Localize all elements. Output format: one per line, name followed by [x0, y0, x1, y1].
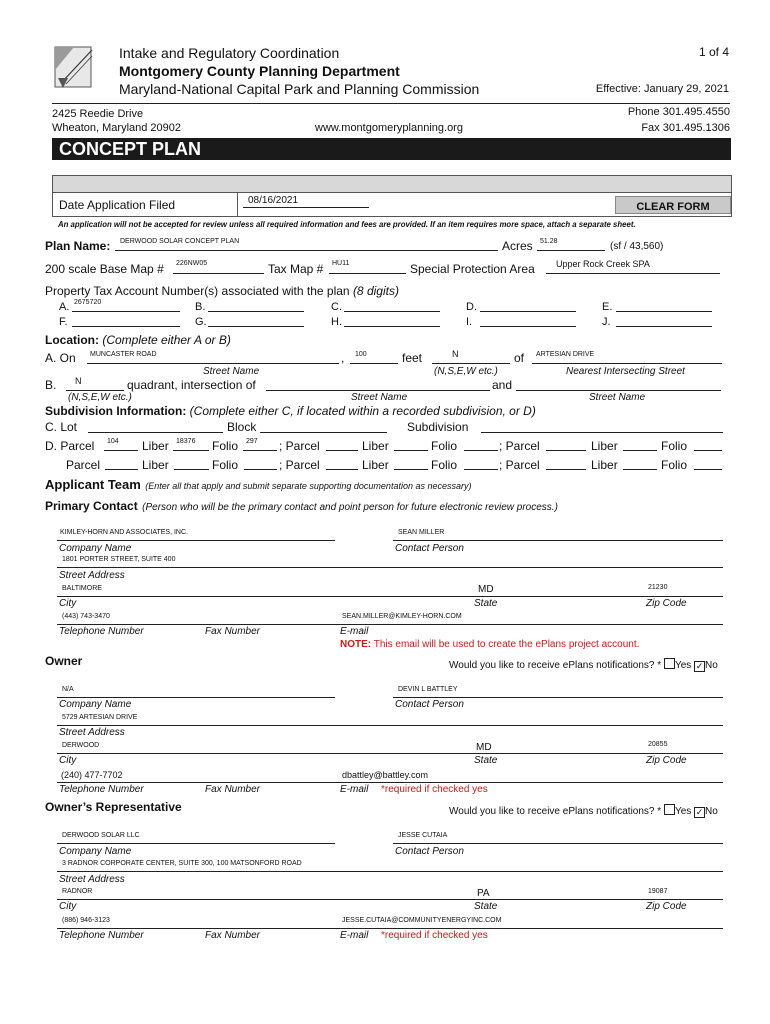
- page-title: CONCEPT PLAN: [59, 139, 202, 159]
- folio-label-4: Folio: [212, 458, 239, 472]
- folio-label-3: Folio: [661, 439, 688, 453]
- folio-label-6: Folio: [661, 458, 688, 472]
- rep-notifications-question: Would you like to receive ePlans notifications? * Yes ✓ No: [449, 806, 718, 817]
- tax-account-b-input[interactable]: [208, 311, 304, 312]
- parcel-5-input[interactable]: [326, 469, 358, 470]
- date-filed-input[interactable]: 08/16/2021: [248, 195, 299, 206]
- primary-email-input[interactable]: SEAN.MILLER@KIMLEY-HORN.COM: [342, 613, 462, 620]
- folio-label-1: Folio: [212, 439, 239, 453]
- street-address-caption: Street Address: [59, 570, 125, 581]
- liber-label-6: Liber: [591, 458, 618, 472]
- street-name-caption-3: Street Name: [589, 392, 646, 403]
- clear-form-button[interactable]: [615, 196, 731, 214]
- nsew-caption-2: (N,S,E,W etc.): [68, 392, 132, 403]
- owner-email-caption: E-mail: [340, 784, 369, 795]
- primary-contact-input[interactable]: SEAN MILLER: [398, 529, 445, 536]
- primary-contact-header: Primary Contact (Person who will be the primary contact and point person for future electronic review process.): [45, 499, 558, 513]
- primary-city-input[interactable]: BALTIMORE: [62, 585, 102, 592]
- rep-required-note: *required if checked yes: [381, 930, 488, 941]
- nsew-caption: (N,S,E,W etc.): [434, 366, 498, 377]
- folio-3-input[interactable]: [694, 450, 722, 451]
- acres-label: Acres: [502, 239, 533, 253]
- tax-account-h-input[interactable]: [344, 326, 440, 327]
- tax-account-f-input[interactable]: [72, 326, 180, 327]
- rep-fax-caption: Fax Number: [205, 930, 261, 941]
- tax-letter-d: D.: [466, 301, 477, 313]
- page-number: 1 of 4: [698, 45, 729, 59]
- tax-account-j-input[interactable]: [616, 326, 712, 327]
- rep-zip-caption: Zip Code: [646, 901, 687, 912]
- rep-state-caption: State: [474, 901, 498, 912]
- website[interactable]: www.montgomeryplanning.org: [315, 122, 463, 134]
- rep-phone-input[interactable]: (886) 946-3123: [62, 917, 110, 924]
- nearest-street-caption: Nearest Intersecting Street: [566, 366, 685, 377]
- applicant-team-header: Applicant Team (Enter all that apply and submit separate supporting documentation as necessary): [45, 477, 472, 492]
- tax-letter-f: F.: [59, 316, 68, 328]
- location-street-input[interactable]: MUNCASTER ROAD: [90, 351, 157, 358]
- logo: [52, 44, 96, 92]
- rep-city-caption: City: [59, 901, 77, 912]
- spa-label: Special Protection Area: [410, 262, 535, 276]
- liber-5-input[interactable]: [394, 469, 428, 470]
- address-line-2: Wheaton, Maryland 20902: [52, 122, 182, 134]
- rep-zip-input[interactable]: 19087: [648, 888, 668, 895]
- tax-letter-c: C.: [331, 301, 342, 313]
- owner-zip-caption: Zip Code: [646, 755, 687, 766]
- liber-label-3: Liber: [591, 439, 618, 453]
- rep-street-caption: Street Address: [59, 874, 125, 885]
- parcel-3-input[interactable]: [546, 450, 586, 451]
- rep-yes-checkbox[interactable]: [664, 804, 675, 815]
- date-filed-label: Date Application Filed: [59, 198, 176, 212]
- owner-yes-checkbox[interactable]: [664, 658, 675, 669]
- intersection-street-2-input[interactable]: [516, 390, 721, 391]
- title-bar: [52, 138, 731, 160]
- location-b-direction-input[interactable]: N: [75, 376, 82, 386]
- parcel-6-input[interactable]: [546, 469, 586, 470]
- state-caption: State: [474, 598, 498, 609]
- owner-state-input[interactable]: MD: [476, 742, 492, 753]
- of-label: of: [514, 351, 525, 365]
- location-nearest-input[interactable]: ARTESIAN DRIVE: [536, 351, 595, 358]
- street-name-caption-2: Street Name: [351, 392, 408, 403]
- tax-account-a-input[interactable]: 2675720: [74, 299, 102, 306]
- city-caption: City: [59, 598, 77, 609]
- liber-label-2: Liber: [362, 439, 389, 453]
- primary-state-input[interactable]: MD: [478, 584, 494, 595]
- folio-6-input[interactable]: [694, 469, 722, 470]
- date-section: [52, 175, 732, 217]
- owner-city-caption: City: [59, 755, 77, 766]
- liber-1-input[interactable]: 18376: [176, 438, 196, 445]
- subdivision-header: Subdivision Information: (Complete either C, if located within a recorded subdivision, or D): [45, 404, 536, 418]
- liber-label-5: Liber: [362, 458, 389, 472]
- tax-letter-a: A.: [59, 301, 70, 313]
- primary-company-input[interactable]: KIMLEY-HORN AND ASSOCIATES, INC.: [60, 529, 188, 536]
- tax-map-label: Tax Map #: [268, 262, 324, 276]
- owner-header: Owner: [45, 654, 83, 668]
- primary-street-input[interactable]: 1801 PORTER STREET, SUITE 400: [62, 556, 176, 563]
- folio-2-input[interactable]: [464, 450, 498, 451]
- phone: Phone 301.495.4550: [627, 106, 730, 118]
- liber-6-input[interactable]: [623, 469, 657, 470]
- folio-1-input[interactable]: 297: [246, 438, 258, 445]
- folio-4-input[interactable]: [244, 469, 277, 470]
- liber-label-4: Liber: [142, 458, 169, 472]
- contact-person-caption: Contact Person: [395, 543, 464, 554]
- location-b-label: B.: [45, 378, 57, 392]
- owner-no-checkbox[interactable]: ✓: [695, 661, 704, 671]
- parcel-label-4: Parcel: [66, 458, 101, 472]
- telephone-caption: Telephone Number: [59, 626, 144, 637]
- owner-contact-input[interactable]: DEVIN L BATTLEY: [398, 686, 458, 693]
- rep-city-input[interactable]: RADNOR: [62, 888, 93, 895]
- tax-letter-j: J.: [602, 316, 611, 328]
- location-header: Location: (Complete either A or B): [45, 333, 231, 347]
- folio-5-input[interactable]: [464, 469, 498, 470]
- header-rule: [52, 103, 730, 104]
- lot-label: C. Lot: [45, 420, 78, 434]
- zip-caption: Zip Code: [646, 598, 687, 609]
- rep-state-input[interactable]: PA: [477, 888, 490, 899]
- parcel-label: D. Parcel: [45, 439, 95, 453]
- tax-map-input[interactable]: HU11: [332, 260, 350, 267]
- address-line-1: 2425 Reedie Drive: [52, 108, 144, 120]
- location-feet-input[interactable]: 100: [355, 351, 367, 358]
- plan-name-input[interactable]: DERWOOD SOLAR CONCEPT PLAN: [120, 238, 240, 245]
- owner-phone-input[interactable]: (240) 477-7702: [61, 770, 123, 780]
- tax-letter-i: I.: [466, 316, 473, 328]
- liber-label-1: Liber: [142, 439, 169, 453]
- plan-name-label: Plan Name:: [45, 239, 111, 253]
- spa-input[interactable]: Upper Rock Creek SPA: [556, 259, 650, 269]
- and-label: and: [492, 378, 513, 392]
- rep-contact-caption: Contact Person: [395, 846, 464, 857]
- folio-label-5: Folio: [431, 458, 458, 472]
- location-a-label: A. On: [45, 351, 76, 365]
- intersection-street-1-input[interactable]: [266, 390, 490, 391]
- tax-account-c-input[interactable]: [344, 311, 440, 312]
- tax-letter-g: G.: [195, 316, 207, 328]
- primary-zip-input[interactable]: 21230: [648, 584, 668, 591]
- tax-account-d-input[interactable]: [480, 311, 576, 312]
- clear-form-label: CLEAR FORM: [636, 201, 710, 213]
- tax-account-e-input[interactable]: [616, 311, 712, 312]
- parcel-4-input[interactable]: [105, 469, 138, 470]
- parcel-2-input[interactable]: [326, 450, 358, 451]
- rep-street-input[interactable]: 3 RADNOR CORPORATE CENTER, SUITE 300, 100 MATSONFORD ROAD: [62, 860, 302, 867]
- rep-email-caption: E-mail: [340, 930, 369, 941]
- rep-contact-input[interactable]: JESSE CUTAIA: [398, 832, 448, 839]
- rep-header: Owner’s Representative: [45, 800, 182, 814]
- effective-date: Effective: January 29, 2021: [595, 83, 729, 95]
- liber-2-input[interactable]: [394, 450, 428, 451]
- parcel-label-5: ; Parcel: [279, 458, 320, 472]
- header-line-1: Intake and Regulatory Coordination: [119, 45, 340, 61]
- acres-input[interactable]: 51.28: [540, 238, 558, 245]
- company-name-caption: Company Name: [59, 543, 132, 554]
- liber-4-input[interactable]: [174, 469, 209, 470]
- notice: An application will not be accepted for review unless all required information and fees are provided. If an item requires more space, attach a separate sheet.: [58, 220, 636, 229]
- base-map-input[interactable]: 226NW05: [176, 260, 208, 267]
- owner-state-caption: State: [474, 755, 498, 766]
- rep-company-input[interactable]: DERWOOD SOLAR LLC: [62, 832, 140, 839]
- liber-3-input[interactable]: [623, 450, 657, 451]
- owner-company-input[interactable]: N/A: [62, 686, 74, 693]
- tax-accounts-label: Property Tax Account Number(s) associated with the plan (8 digits): [45, 284, 399, 298]
- fax-caption: Fax Number: [205, 626, 261, 637]
- block-label: Block: [227, 420, 257, 434]
- location-direction-input[interactable]: N: [452, 349, 459, 359]
- primary-phone-input[interactable]: (443) 743-3470: [62, 613, 110, 620]
- owner-street-caption: Street Address: [59, 727, 125, 738]
- owner-city-input[interactable]: DERWOOD: [62, 742, 100, 749]
- tax-account-g-input[interactable]: [208, 326, 304, 327]
- owner-zip-input[interactable]: 20855: [648, 741, 668, 748]
- owner-telephone-caption: Telephone Number: [59, 784, 144, 795]
- lot-input[interactable]: [88, 432, 223, 433]
- email-note: NOTE: This email will be used to create the ePlans project account.: [340, 639, 640, 650]
- owner-fax-caption: Fax Number: [205, 784, 261, 795]
- rep-company-caption: Company Name: [59, 846, 132, 857]
- parcel-1-input[interactable]: 104: [107, 438, 119, 445]
- tax-letter-e: E.: [602, 301, 613, 313]
- street-name-caption: Street Name: [203, 366, 260, 377]
- base-map-label: 200 scale Base Map #: [45, 262, 164, 276]
- owner-notifications-question: Would you like to receive ePlans notifications? * Yes ✓ No: [449, 660, 718, 671]
- owner-company-caption: Company Name: [59, 699, 132, 710]
- subdivision-label: Subdivision: [407, 420, 469, 434]
- parcel-label-6: ; Parcel: [499, 458, 540, 472]
- owner-contact-caption: Contact Person: [395, 699, 464, 710]
- rep-no-checkbox[interactable]: ✓: [695, 807, 704, 817]
- parcel-label-3: ; Parcel: [499, 439, 540, 453]
- owner-street-input[interactable]: 5729 ARTESIAN DRIVE: [62, 714, 138, 721]
- owner-email-input[interactable]: dbattley@battley.com: [342, 770, 429, 780]
- rep-telephone-caption: Telephone Number: [59, 930, 144, 941]
- tax-letter-h: H.: [331, 316, 342, 328]
- sf-label: (sf / 43,560): [610, 241, 664, 252]
- rep-email-input[interactable]: JESSE.CUTAIA@COMMUNITYENERGYINC.COM: [342, 917, 502, 924]
- commission-name: Maryland-National Capital Park and Planning Commission: [119, 81, 480, 97]
- fax: Fax 301.495.1306: [641, 122, 730, 134]
- subdivision-input[interactable]: [481, 432, 723, 433]
- parcel-label-2: ; Parcel: [279, 439, 320, 453]
- owner-required-note: *required if checked yes: [381, 784, 488, 795]
- block-input[interactable]: [260, 432, 387, 433]
- tax-account-i-input[interactable]: [480, 326, 576, 327]
- folio-label-2: Folio: [431, 439, 458, 453]
- quadrant-label: quadrant, intersection of: [127, 378, 256, 392]
- feet-label: feet: [402, 351, 423, 365]
- tax-letter-b: B.: [195, 301, 206, 313]
- department-name: Montgomery County Planning Department: [119, 63, 400, 79]
- email-caption: E-mail: [340, 626, 369, 637]
